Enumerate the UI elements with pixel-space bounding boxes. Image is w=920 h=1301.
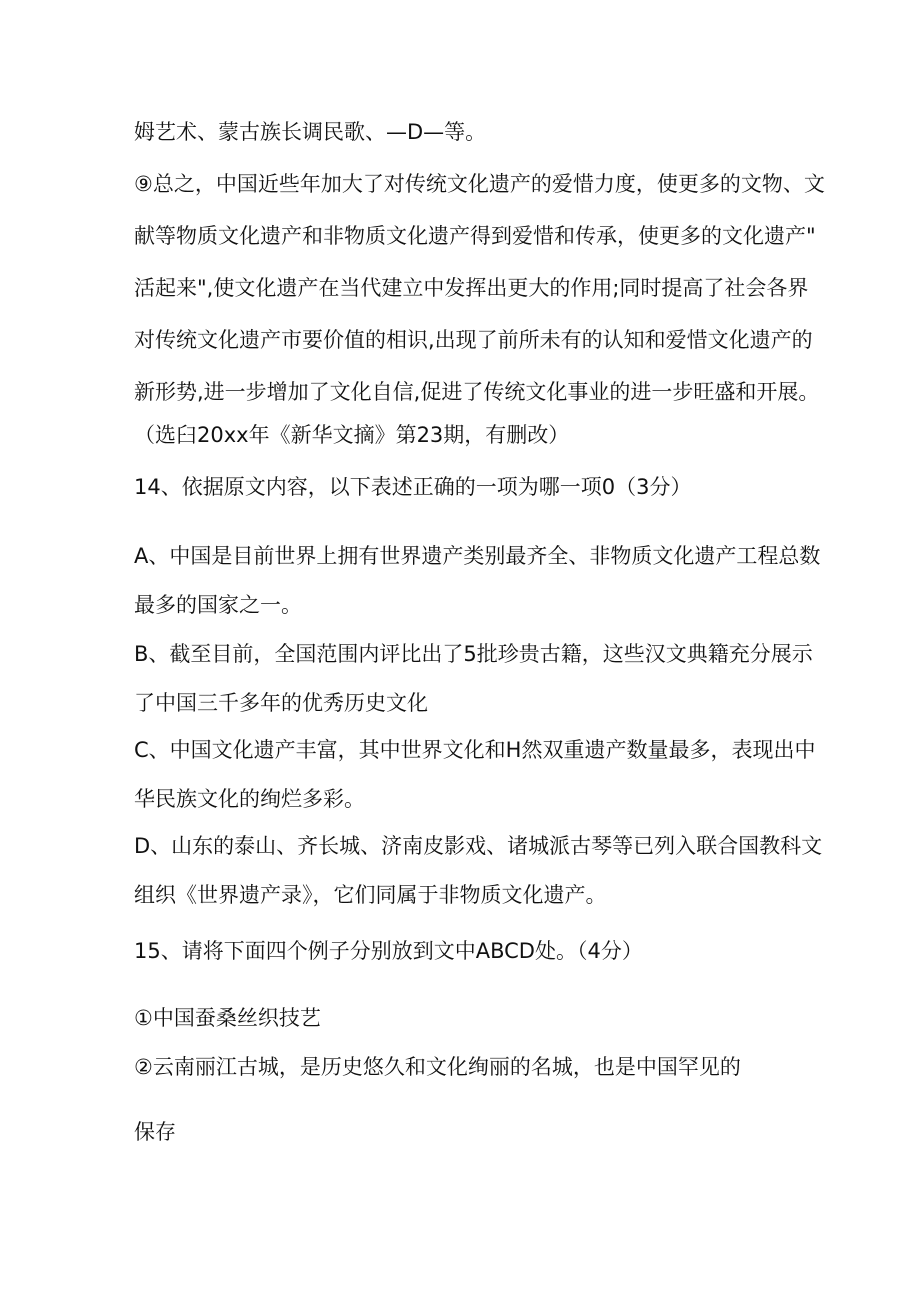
question-14-option-c-line-1: C、中国文化遗产丰富，其中世界文化和H然双重遗产数量最多，表现出中 <box>134 738 816 762</box>
question-15-continuation: 保存 <box>134 1120 176 1144</box>
question-14-option-a-line-1: A、中国是目前世界上拥有世界遗产类别最齐全、非物质文化遗产工程总数 <box>134 544 821 568</box>
paragraph-9-line-1: ⑨总之，中国近些年加大了对传统文化遗产的爱惜力度，使更多的文物、文 <box>134 172 825 196</box>
question-15-example-2: ②云南丽江古城，是历史悠久和文化绚丽的名城，也是中国罕见的 <box>134 1055 741 1079</box>
question-15-example-1: ①中国蚕桑丝织技艺 <box>134 1006 321 1030</box>
question-14-option-d-line-1: D、山东的泰山、齐长城、济南皮影戏、诸城派古琴等已列入联合国教科文 <box>134 834 823 858</box>
paragraph-9-line-5: 新形势,进一步增加了文化自信,促进了传统文化事业的进一步旺盛和开展。 <box>134 380 820 404</box>
paragraph-9-line-4: 对传统文化遗产市要价值的相识,出现了前所未有的认知和爱惜文化遗产的 <box>134 328 813 352</box>
question-14-option-b-line-1: B、截至目前，全国范围内评比出了5批珍贵古籍，这些汉文典籍充分展示 <box>134 642 813 666</box>
question-14-stem: 14、依据原文内容，以下表述正确的一项为哪一项0（3分） <box>134 475 692 499</box>
source-citation: （选臼20xx年《新华文摘》第23期，有删改） <box>134 423 570 447</box>
paragraph-9-line-2: 献等物质文化遗产和非物质文化遗产得到爱惜和传承，使更多的文化遗产" <box>134 224 816 248</box>
question-14-option-c-line-2: 华民族文化的绚烂多彩。 <box>134 787 365 811</box>
question-14-option-d-line-2: 组织《世界遗产录》，它们同属于非物质文化遗产。 <box>134 883 607 907</box>
question-14-option-a-line-2: 最多的国家之一。 <box>134 593 302 617</box>
paragraph-8-tail: 姆艺术、蒙古族长调民歌、—D—等。 <box>134 120 487 144</box>
paragraph-9-line-3: 活起来",使文化遗产在当代建立中发挥出更大的作用;同时提高了社会各界 <box>134 276 809 300</box>
question-14-option-b-line-2: 了中国三千多年的优秀历史文化 <box>134 691 428 715</box>
question-15-stem: 15、请将下面四个例子分别放到文中ABCD处。（4分） <box>134 939 643 963</box>
